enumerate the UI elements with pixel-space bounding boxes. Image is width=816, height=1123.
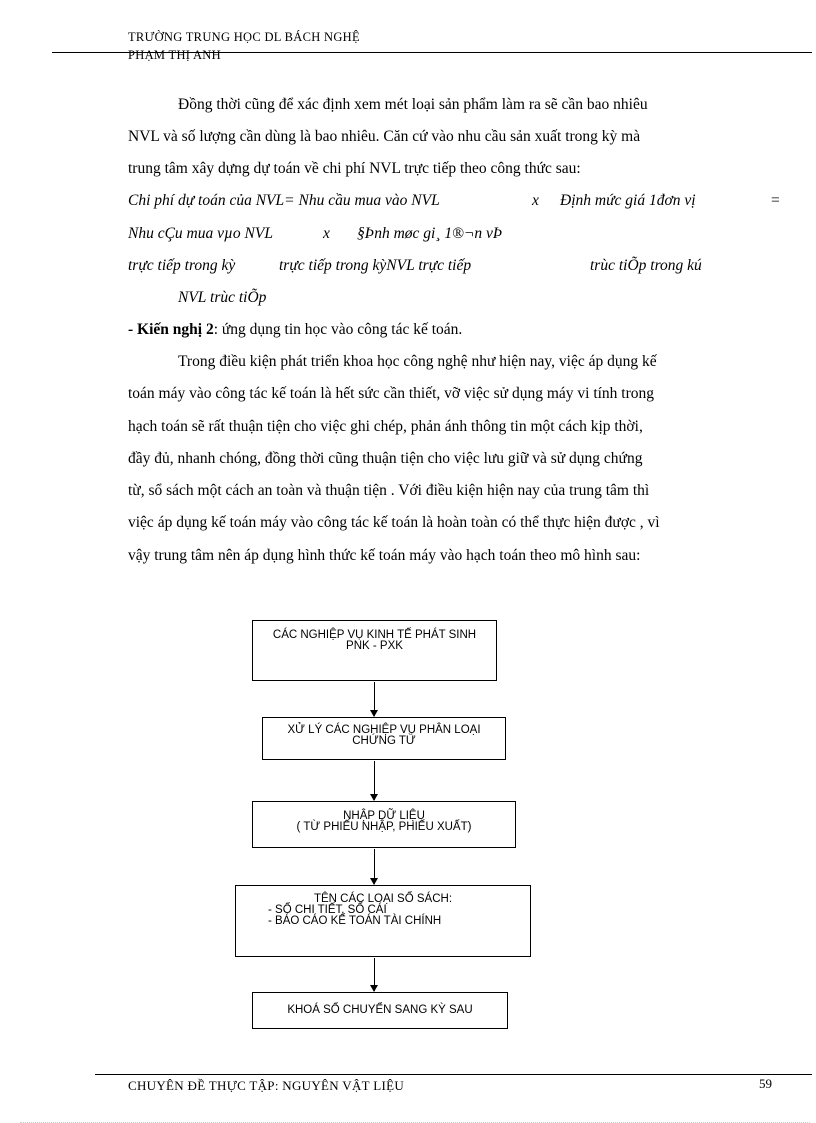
header-author: PHẠM THỊ ANH	[128, 48, 221, 62]
flow-step-4-line2: - SỔ CHI TIẾT, SỔ CÁI	[268, 904, 387, 916]
flow-step-2	[262, 717, 506, 760]
flow-arrow-1	[374, 682, 375, 716]
flow-step-2-line2: CHỨNG TỪ	[352, 735, 416, 747]
header-school: TRƯỜNG TRUNG HỌC DL BÁCH NGHỆ	[128, 30, 360, 44]
recommendation-2-text: : ứng dụng tin học vào công tác kế toán.	[213, 321, 463, 338]
flow-arrow-2	[374, 761, 375, 800]
footer-title: CHUYÊN ĐỀ THỰC TẬP: NGUYÊN VẬT LIỆU	[128, 1078, 405, 1093]
formula-line3-b: trực tiếp trong kỳNVL trực tiếp	[279, 257, 472, 274]
flow-step-1-line1: CÁC NGHIỆP VỤ KINH TẾ PHÁT SINH	[272, 629, 477, 641]
para1-line3: trung tâm xây dựng dự toán về chi phí NVL trực tiếp theo công thức sau:	[128, 160, 581, 177]
para2-line4: đầy đủ, nhanh chóng, đồng thời cũng thuận tiện cho việc lưu giữ và sử dụng chứng	[128, 450, 643, 467]
para2-line7: vậy trung tâm nên áp dụng hình thức kế toán máy vào hạch toán theo mô hình sau:	[128, 547, 641, 564]
para2-line3: hạch toán sẽ rất thuận tiện cho việc ghi chép, phản ánh thông tin một cách kịp thời,	[128, 418, 643, 435]
para2-line1: Trong điều kiện phát triển khoa học công nghệ như hiện nay, việc áp dụng kế	[178, 353, 657, 370]
para2-line6: việc áp dụng kế toán máy vào công tác kế toán là hoàn toàn có thể thực hiện được , vì	[128, 514, 660, 531]
flow-step-3	[252, 801, 516, 848]
flow-step-3-line1: NHẬP DỮ LIỆU	[343, 810, 425, 822]
formula-line1-right: Định mức giá 1đơn vị	[560, 192, 696, 209]
flow-step-2-line1: XỬ LÝ CÁC NGHIỆP VỤ PHÂN LOẠI	[287, 724, 481, 736]
formula-line3-c: trùc tiÕp trong kú	[590, 257, 702, 274]
formula-times-1: x	[532, 192, 539, 209]
para2-line5: từ, sổ sách một cách an toàn và thuận tiện . Với điều kiện hiện nay của trung tâm thì	[128, 482, 650, 499]
recommendation-2-label: - Kiến nghị 2	[128, 321, 214, 338]
formula-line3-a: trực tiếp trong kỳ	[128, 257, 236, 274]
flow-step-3-line2: ( TỪ PHIẾU NHẬP, PHIẾU XUẤT)	[296, 821, 472, 833]
formula-line4: NVL trùc tiÕp	[178, 289, 267, 306]
flow-step-1	[252, 620, 497, 681]
flow-step-4-line1: TÊN CÁC LOẠI SỔ SÁCH:	[313, 893, 453, 905]
formula-line1-left: Chi phí dự toán của NVL= Nhu cầu mua vào NVL	[128, 192, 440, 209]
formula-line2-left: Nhu cÇu mua vµo NVL	[128, 225, 273, 242]
formula-times-2: x	[323, 225, 330, 242]
para1-line1: Đồng thời cũng để xác định xem mét loại sản phẩm làm ra sẽ cần bao nhiêu	[178, 96, 648, 113]
flow-step-4	[235, 885, 531, 957]
flow-step-5	[252, 992, 508, 1029]
recommendation-2	[128, 321, 784, 339]
flow-arrow-4	[374, 958, 375, 991]
flow-step-4-line3: - BÁO CÁO KẾ TOÁN TÀI CHÍNH	[268, 915, 442, 927]
flow-step-1-line2: PNK - PXK	[346, 640, 403, 652]
flow-arrow-3	[374, 849, 375, 884]
formula-equals: =	[771, 192, 780, 209]
footer-divider	[95, 1074, 812, 1075]
para1-line2: NVL và số lượng cần dùng là bao nhiêu. Căn cứ vào nhu cầu sản xuất trong kỳ mà	[128, 128, 641, 145]
formula-line2-right: §Þnh møc gi¸ 1®¬n vÞ	[357, 225, 503, 242]
page-number: 59	[759, 1076, 772, 1091]
para2-line2: toán máy vào công tác kế toán là hết sức cần thiết, vỡ việc sử dụng máy vi tính trong	[128, 385, 655, 402]
flow-step-5-line1: KHOÁ SỔ CHUYỂN SANG KỲ SAU	[287, 1004, 473, 1016]
